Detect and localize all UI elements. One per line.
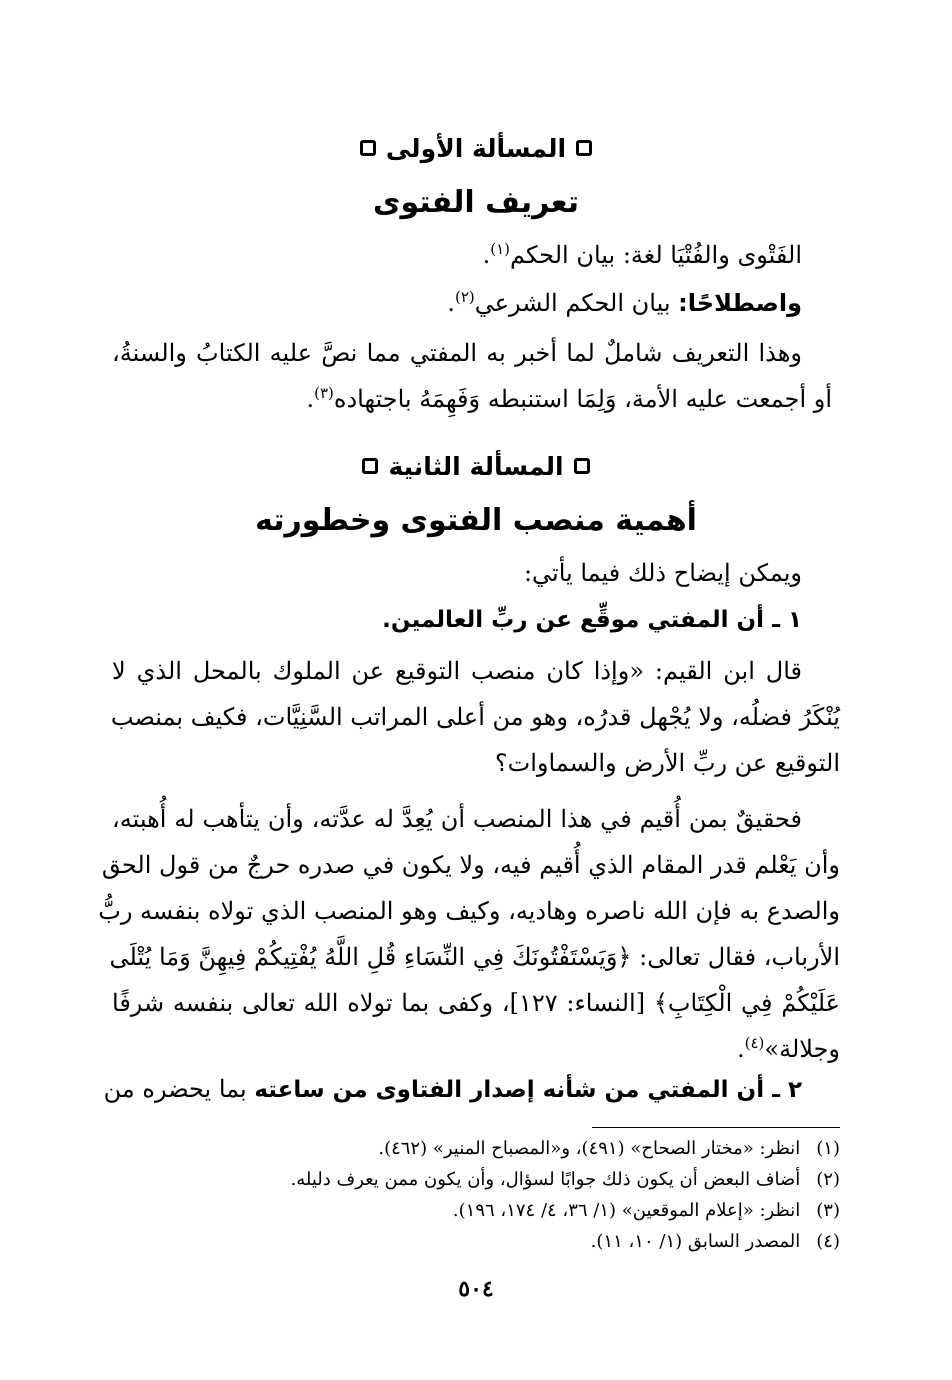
square-bullet-icon	[574, 458, 590, 474]
square-bullet-icon	[360, 140, 376, 156]
importance-intro: ويمكن إيضاح ذلك فيما يأتي:	[523, 559, 802, 587]
issue-2-heading-text: المسألة الثانية	[388, 452, 564, 481]
issue-1-heading	[0, 134, 952, 163]
quote2-line-6: وجلالة»$^{(٤)}$.	[736, 1034, 840, 1063]
footnote-number: (١)	[816, 1138, 840, 1159]
definition-term-line: واصطلاحًا: بيان الحكم الشرعي$^{(٢)}$.	[447, 288, 802, 317]
footnote-ref: (١)	[490, 240, 511, 258]
quote-line-2: يُنْكَرُ فضلُه، ولا يُجْهل قدرُه، وهو من أعلى المراتب السَّنِيَّات، فكيف بمنصب	[110, 703, 840, 731]
square-bullet-icon	[362, 458, 378, 474]
footnote-4	[100, 1227, 840, 1257]
issue-1-title: تعريف الفتوى	[373, 185, 579, 220]
footnote-1	[100, 1134, 840, 1164]
definition-para-line-1: وهذا التعريف شاملٌ لما أخبر به المفتي مما نصَّ عليه الكتابُ والسنةُ،	[112, 339, 802, 367]
footnote-ref: (٣)	[314, 384, 334, 402]
importance-point-1: ١ ـ أن المفتي موقِّع عن ربِّ العالمين.	[382, 607, 802, 633]
footnote-number: (٢)	[816, 1169, 840, 1190]
quote2-line-3: والصدع به فإن الله ناصره وهاديه، وكيف وهو المنصب الذي تولاه بنفسه ربُّ	[98, 897, 840, 925]
footnote-ref: (٢)	[454, 288, 475, 306]
footnote-ref: (٤)	[744, 1034, 765, 1052]
issue-1-heading-text: المسألة الأولى	[385, 134, 567, 163]
definition-term-label: واصطلاحًا:	[678, 289, 802, 317]
point-2-rest-text: بما يحضره من	[103, 1075, 247, 1103]
footnote-text: انظر: «إعلام الموقعين» (١/ ٣٦، ٤/ ١٧٤، ١٩٦).	[452, 1200, 801, 1221]
footnote-divider	[592, 1127, 840, 1128]
quote-line-1: قال ابن القيم: «وإذا كان منصب التوقيع عن الملوك بالمحل الذي لا	[112, 657, 802, 685]
quote-line-3: التوقيع عن ربِّ الأرض والسماوات؟	[494, 749, 840, 777]
point-2-bold-text: ٢ ـ أن المفتي من شأنه إصدار الفتاوى من ساعته	[254, 1077, 802, 1103]
definition-term-text: بيان الحكم الشرعي	[474, 289, 671, 317]
quote2-line-5: عَلَيْكُمْ فِي الْكِتَابِ﴾ [النساء: ١٢٧]، وكفى بما تولاه الله تعالى بنفسه شرفًا	[112, 989, 840, 1017]
definition-lang-line: الفَتْوى والفُتْيَا لغة: بيان الحكم$^{(١)}$.	[482, 240, 802, 269]
quote2-line-1: فحقيقٌ بمن أُقيم في هذا المنصب أن يُعِدَّ له عدَّته، وأن يتأهب له أُهبته،	[112, 805, 802, 833]
issue-2-heading	[0, 452, 952, 481]
issue-2-title: أهمية منصب الفتوى وخطورته	[255, 503, 697, 538]
quote2-line-6-text: وجلالة»	[764, 1035, 840, 1063]
definition-lang-text: الفَتْوى والفُتْيَا لغة: بيان الحكم	[510, 241, 802, 269]
page-number: ٥٠٤	[458, 1276, 494, 1302]
footnote-text: أضاف البعض أن يكون ذلك جوابًا لسؤال، وأن يكون ممن يعرف دليله.	[290, 1169, 801, 1190]
square-bullet-icon	[576, 140, 592, 156]
footnote-number: (٣)	[816, 1200, 840, 1221]
footnote-2	[100, 1165, 840, 1195]
footnote-text: انظر: «مختار الصحاح» (٤٩١)، و«المصباح المنير» (٤٦٢).	[378, 1138, 801, 1159]
quote2-line-4: الأرباب، فقال تعالى: ﴿وَيَسْتَفْتُونَكَ فِي النِّسَاءِ قُلِ اللَّهُ يُفْتِيكُمْ فِيهِنَّ وَمَا يُتْلَى	[109, 943, 840, 971]
footnote-text: المصدر السابق (١/ ١٠، ١١).	[590, 1231, 801, 1252]
footnote-number: (٤)	[816, 1231, 840, 1252]
quote2-line-2: وأن يَعْلم قدر المقام الذي أُقيم فيه، ولا يكون في صدره حرجٌ من قول الحق	[101, 851, 840, 879]
footnote-3	[100, 1196, 840, 1226]
importance-point-2	[103, 1066, 802, 1112]
definition-para-line-2-text: أو أجمعت عليه الأمة، وَلِمَا استنبطه وَفَهِمَهُ باجتهاده	[333, 385, 832, 413]
definition-para-line-2: أو أجمعت عليه الأمة، وَلِمَا استنبطه وَفَهِمَهُ باجتهاده$^{(٣)}$.	[306, 384, 832, 413]
